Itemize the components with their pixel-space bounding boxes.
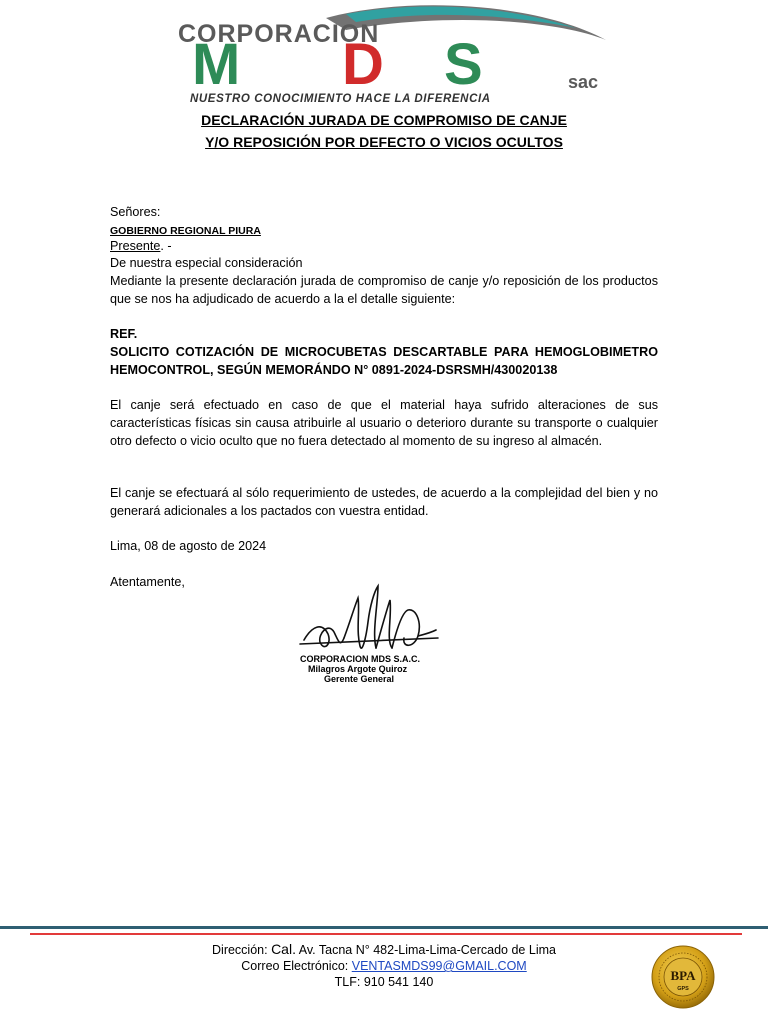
signature-stamp (300, 654, 460, 684)
svg-text:D: D (342, 32, 384, 97)
presente-suffix: . - (160, 239, 172, 253)
reference-text: SOLICITO COTIZACIÓN DE MICROCUBETAS DESCARTABLE PARA HEMOGLOBIMETRO HEMOCONTROL, SEGÚN MEMORÁNDO N° 0891-2024-DSRSMH/430020138 (110, 345, 658, 377)
footer-phone: TLF: 910 541 140 (334, 975, 434, 989)
reference-label: REF. (110, 327, 138, 341)
bpa-seal (650, 944, 716, 1010)
signature-company: CORPORACION MDS S.A.C. (300, 654, 421, 664)
closing: Atentamente, (110, 575, 185, 589)
addressee-entity: GOBIERNO REGIONAL PIURA (110, 225, 261, 237)
footer-email-label: Correo Electrónico: (241, 959, 352, 973)
footer-divider-red (30, 933, 742, 935)
footer-divider-blue (0, 926, 768, 929)
svg-text:M: M (192, 32, 243, 97)
logo-corporacion-text: CORPORACION (178, 20, 380, 48)
intro-paragraph: Mediante la presente declaración jurada de compromiso de canje y/o reposición de los productos que se nos ha adjudicado de acuerdo a la el detalle siguiente: (110, 274, 658, 306)
salutation: Señores: (110, 205, 161, 219)
document-title-line-1: DECLARACIÓN JURADA DE COMPROMISO DE CANJE (201, 112, 567, 128)
presente-word: Presente (110, 239, 161, 253)
date-line: Lima, 08 de agosto de 2024 (110, 539, 267, 553)
consideration-line: De nuestra especial consideración (110, 256, 303, 270)
presente-line (110, 237, 658, 255)
svg-text:S: S (444, 32, 483, 97)
footer-email-link[interactable]: VENTASMDS99@GMAIL.COM (351, 959, 527, 973)
company-logo (176, 0, 616, 104)
logo-suffix: sac (568, 72, 599, 92)
signature-name: Milagros Argote Quiroz (308, 664, 408, 674)
logo-slogan: NUESTRO CONOCIMIENTO HACE LA DIFERENCIA (190, 93, 491, 104)
bpa-seal-sub: GPS (677, 986, 689, 992)
footer-address-rest: Av. Tacna N° 482-Lima-Lima-Cercado de Lima (295, 943, 556, 957)
bpa-seal-main: BPA (670, 968, 696, 983)
footer-address-prefix: Cal. (271, 941, 296, 957)
paragraph-request: El canje se efectuará al sólo requerimiento de ustedes, de acuerdo a la complejidad del bien y no generará adicionales a los pactados con vuestra entidad. (110, 486, 658, 518)
document-title-line-2: Y/O REPOSICIÓN POR DEFECTO O VICIOS OCULTOS (205, 134, 563, 150)
signature-role: Gerente General (324, 674, 395, 684)
paragraph-exchange: El canje será efectuado en caso de que el material haya sufrido alteraciones de sus características físicas sin causa atribuirle al usuario o deterioro durante su transporte o cualquier otro defecto o vicio oculto que no fuera detectado al momento de su ingreso al almacén. (110, 398, 658, 448)
footer-address-label: Dirección: (212, 943, 272, 957)
